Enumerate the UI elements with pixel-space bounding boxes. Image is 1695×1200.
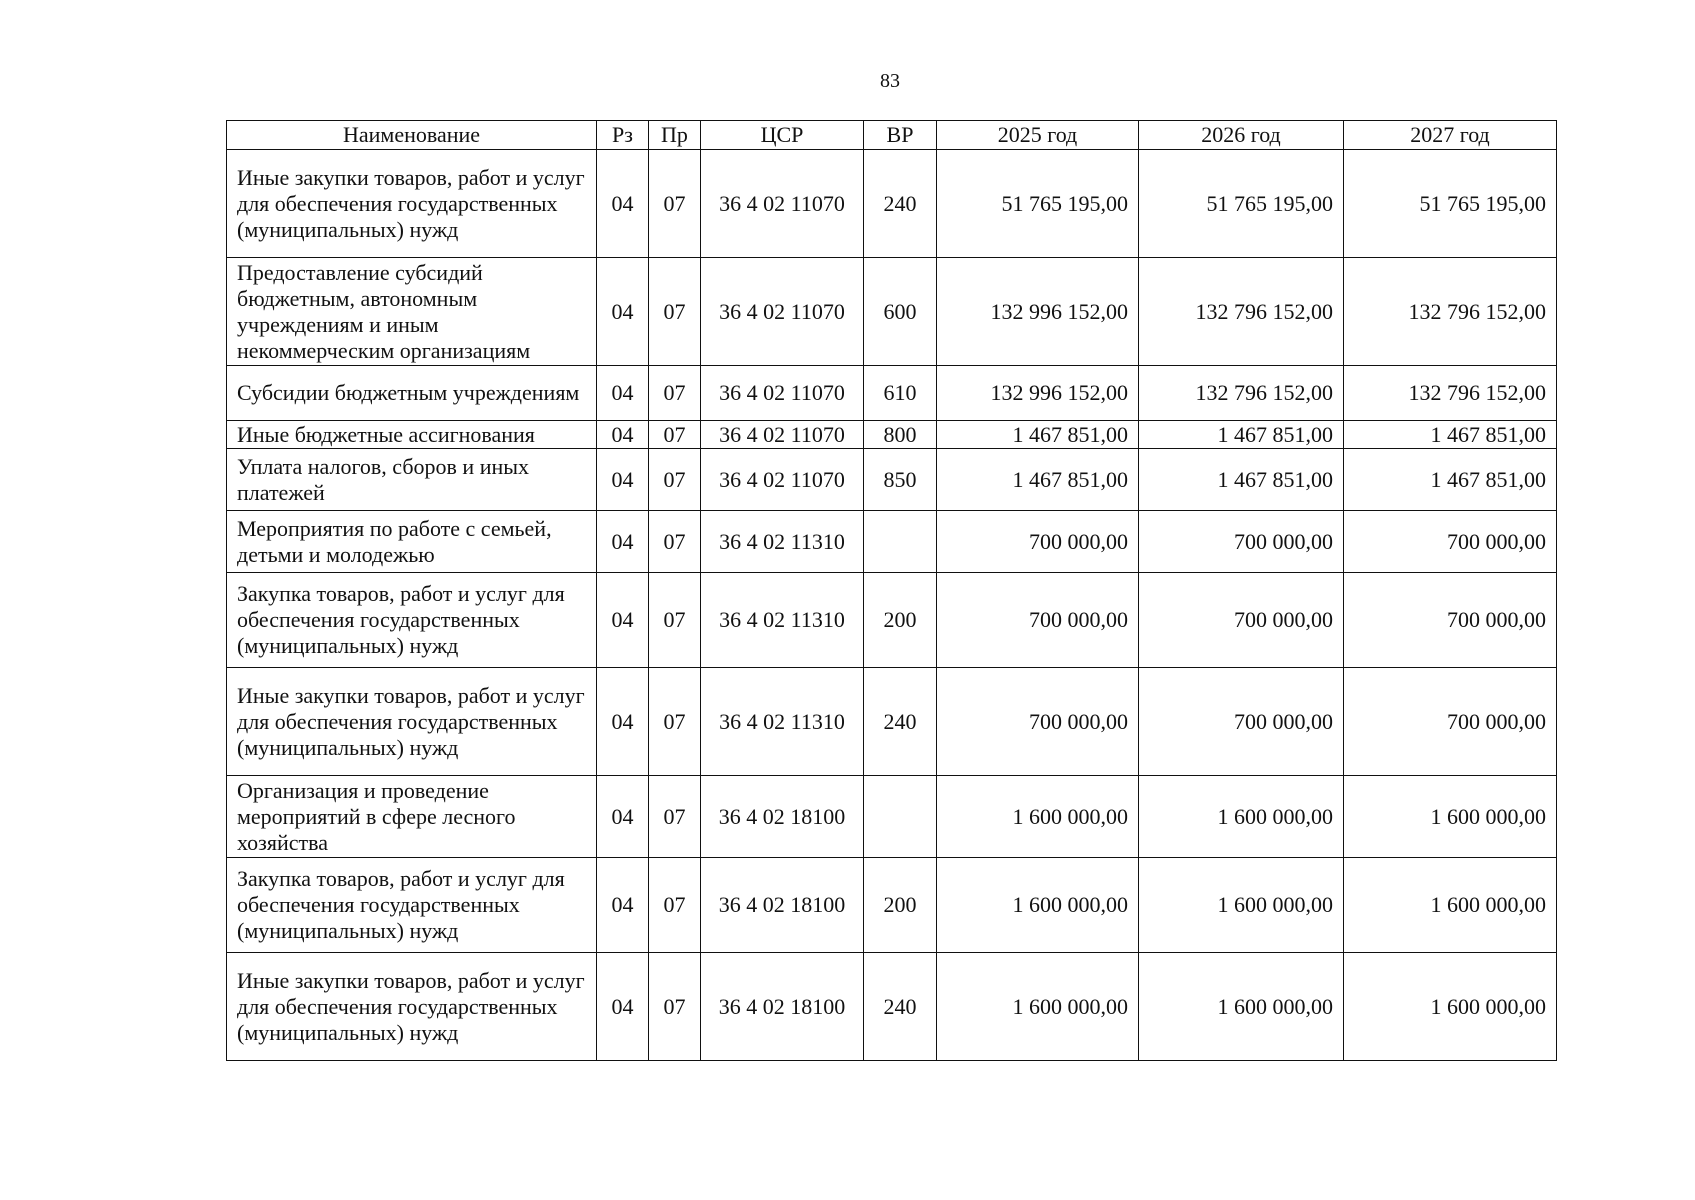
row-name: Закупка товаров, работ и услуг для обеспечения государственных (муниципальных) нужд: [227, 573, 597, 668]
header-csr: ЦСР: [701, 121, 864, 150]
row-pr: 07: [649, 150, 701, 258]
row-name: Субсидии бюджетным учреждениям: [227, 366, 597, 421]
row-pr: 07: [649, 449, 701, 511]
row-rz: 04: [597, 511, 649, 573]
table-row: [227, 258, 1557, 366]
row-name: Предоставление субсидий бюджетным, автономным учреждениям и иным некоммерческим организациям: [227, 258, 597, 366]
row-pr: 07: [649, 776, 701, 858]
row-amount-2027: 700 000,00: [1344, 511, 1557, 573]
table-row: [227, 421, 1557, 449]
row-name: Иные бюджетные ассигнования: [227, 421, 597, 449]
row-csr: 36 4 02 11310: [701, 511, 864, 573]
row-amount-2025: 700 000,00: [937, 573, 1139, 668]
table-row: [227, 150, 1557, 258]
row-amount-2025: 700 000,00: [937, 668, 1139, 776]
row-name: Иные закупки товаров, работ и услуг для обеспечения государственных (муниципальных) нужд: [227, 668, 597, 776]
row-amount-2027: 132 796 152,00: [1344, 366, 1557, 421]
row-vr: 800: [864, 421, 937, 449]
row-amount-2026: 1 467 851,00: [1139, 449, 1344, 511]
header-2026: 2026 год: [1139, 121, 1344, 150]
row-pr: 07: [649, 668, 701, 776]
row-pr: 07: [649, 258, 701, 366]
row-amount-2027: 1 600 000,00: [1344, 953, 1557, 1061]
row-amount-2026: 132 796 152,00: [1139, 366, 1344, 421]
row-pr: 07: [649, 573, 701, 668]
table-row: [227, 573, 1557, 668]
row-name: Закупка товаров, работ и услуг для обеспечения государственных (муниципальных) нужд: [227, 858, 597, 953]
row-vr: 610: [864, 366, 937, 421]
page-number: 83: [880, 70, 900, 92]
row-name: Иные закупки товаров, работ и услуг для обеспечения государственных (муниципальных) нужд: [227, 150, 597, 258]
row-amount-2026: 700 000,00: [1139, 511, 1344, 573]
row-pr: 07: [649, 858, 701, 953]
header-pr: Пр: [649, 121, 701, 150]
row-csr: 36 4 02 18100: [701, 953, 864, 1061]
row-amount-2026: 700 000,00: [1139, 668, 1344, 776]
row-rz: 04: [597, 858, 649, 953]
row-rz: 04: [597, 953, 649, 1061]
row-vr: 200: [864, 573, 937, 668]
row-amount-2026: 1 467 851,00: [1139, 421, 1344, 449]
row-vr: 240: [864, 150, 937, 258]
row-amount-2027: 1 467 851,00: [1344, 421, 1557, 449]
row-rz: 04: [597, 668, 649, 776]
row-rz: 04: [597, 150, 649, 258]
header-name: Наименование: [227, 121, 597, 150]
row-amount-2026: 1 600 000,00: [1139, 858, 1344, 953]
table-row: [227, 668, 1557, 776]
row-csr: 36 4 02 18100: [701, 776, 864, 858]
row-csr: 36 4 02 11070: [701, 150, 864, 258]
row-vr: 600: [864, 258, 937, 366]
row-amount-2025: 1 600 000,00: [937, 776, 1139, 858]
table-row: [227, 366, 1557, 421]
header-rz: Рз: [597, 121, 649, 150]
row-amount-2027: 700 000,00: [1344, 668, 1557, 776]
row-csr: 36 4 02 11310: [701, 573, 864, 668]
row-name: Мероприятия по работе с семьей, детьми и молодежью: [227, 511, 597, 573]
row-vr: [864, 511, 937, 573]
table-row: [227, 953, 1557, 1061]
row-vr: 240: [864, 953, 937, 1061]
row-amount-2026: 51 765 195,00: [1139, 150, 1344, 258]
table-row: [227, 511, 1557, 573]
header-vr: ВР: [864, 121, 937, 150]
row-amount-2027: 1 600 000,00: [1344, 776, 1557, 858]
row-csr: 36 4 02 11070: [701, 258, 864, 366]
row-amount-2025: 51 765 195,00: [937, 150, 1139, 258]
row-amount-2027: 1 600 000,00: [1344, 858, 1557, 953]
header-2025: 2025 год: [937, 121, 1139, 150]
row-amount-2026: 1 600 000,00: [1139, 776, 1344, 858]
budget-table: [226, 120, 1557, 1061]
table-header-row: [227, 121, 1557, 150]
row-amount-2025: 132 996 152,00: [937, 258, 1139, 366]
row-amount-2027: 51 765 195,00: [1344, 150, 1557, 258]
row-amount-2026: 700 000,00: [1139, 573, 1344, 668]
row-amount-2027: 700 000,00: [1344, 573, 1557, 668]
row-pr: 07: [649, 366, 701, 421]
row-pr: 07: [649, 421, 701, 449]
row-amount-2025: 1 467 851,00: [937, 421, 1139, 449]
row-csr: 36 4 02 18100: [701, 858, 864, 953]
table-row: [227, 449, 1557, 511]
row-vr: 200: [864, 858, 937, 953]
table-row: [227, 858, 1557, 953]
row-name: Иные закупки товаров, работ и услуг для обеспечения государственных (муниципальных) нужд: [227, 953, 597, 1061]
row-csr: 36 4 02 11070: [701, 366, 864, 421]
row-pr: 07: [649, 953, 701, 1061]
header-2027: 2027 год: [1344, 121, 1557, 150]
row-csr: 36 4 02 11070: [701, 421, 864, 449]
row-name: Организация и проведение мероприятий в сфере лесного хозяйства: [227, 776, 597, 858]
row-amount-2025: 1 600 000,00: [937, 858, 1139, 953]
row-vr: [864, 776, 937, 858]
row-rz: 04: [597, 573, 649, 668]
row-amount-2025: 1 467 851,00: [937, 449, 1139, 511]
row-rz: 04: [597, 421, 649, 449]
row-rz: 04: [597, 449, 649, 511]
row-name: Уплата налогов, сборов и иных платежей: [227, 449, 597, 511]
row-rz: 04: [597, 366, 649, 421]
row-vr: 240: [864, 668, 937, 776]
table-row: [227, 776, 1557, 858]
row-csr: 36 4 02 11310: [701, 668, 864, 776]
row-amount-2025: 700 000,00: [937, 511, 1139, 573]
row-amount-2027: 132 796 152,00: [1344, 258, 1557, 366]
row-amount-2026: 1 600 000,00: [1139, 953, 1344, 1061]
row-pr: 07: [649, 511, 701, 573]
row-rz: 04: [597, 776, 649, 858]
row-amount-2027: 1 467 851,00: [1344, 449, 1557, 511]
row-amount-2026: 132 796 152,00: [1139, 258, 1344, 366]
row-amount-2025: 1 600 000,00: [937, 953, 1139, 1061]
row-csr: 36 4 02 11070: [701, 449, 864, 511]
row-vr: 850: [864, 449, 937, 511]
row-rz: 04: [597, 258, 649, 366]
row-amount-2025: 132 996 152,00: [937, 366, 1139, 421]
